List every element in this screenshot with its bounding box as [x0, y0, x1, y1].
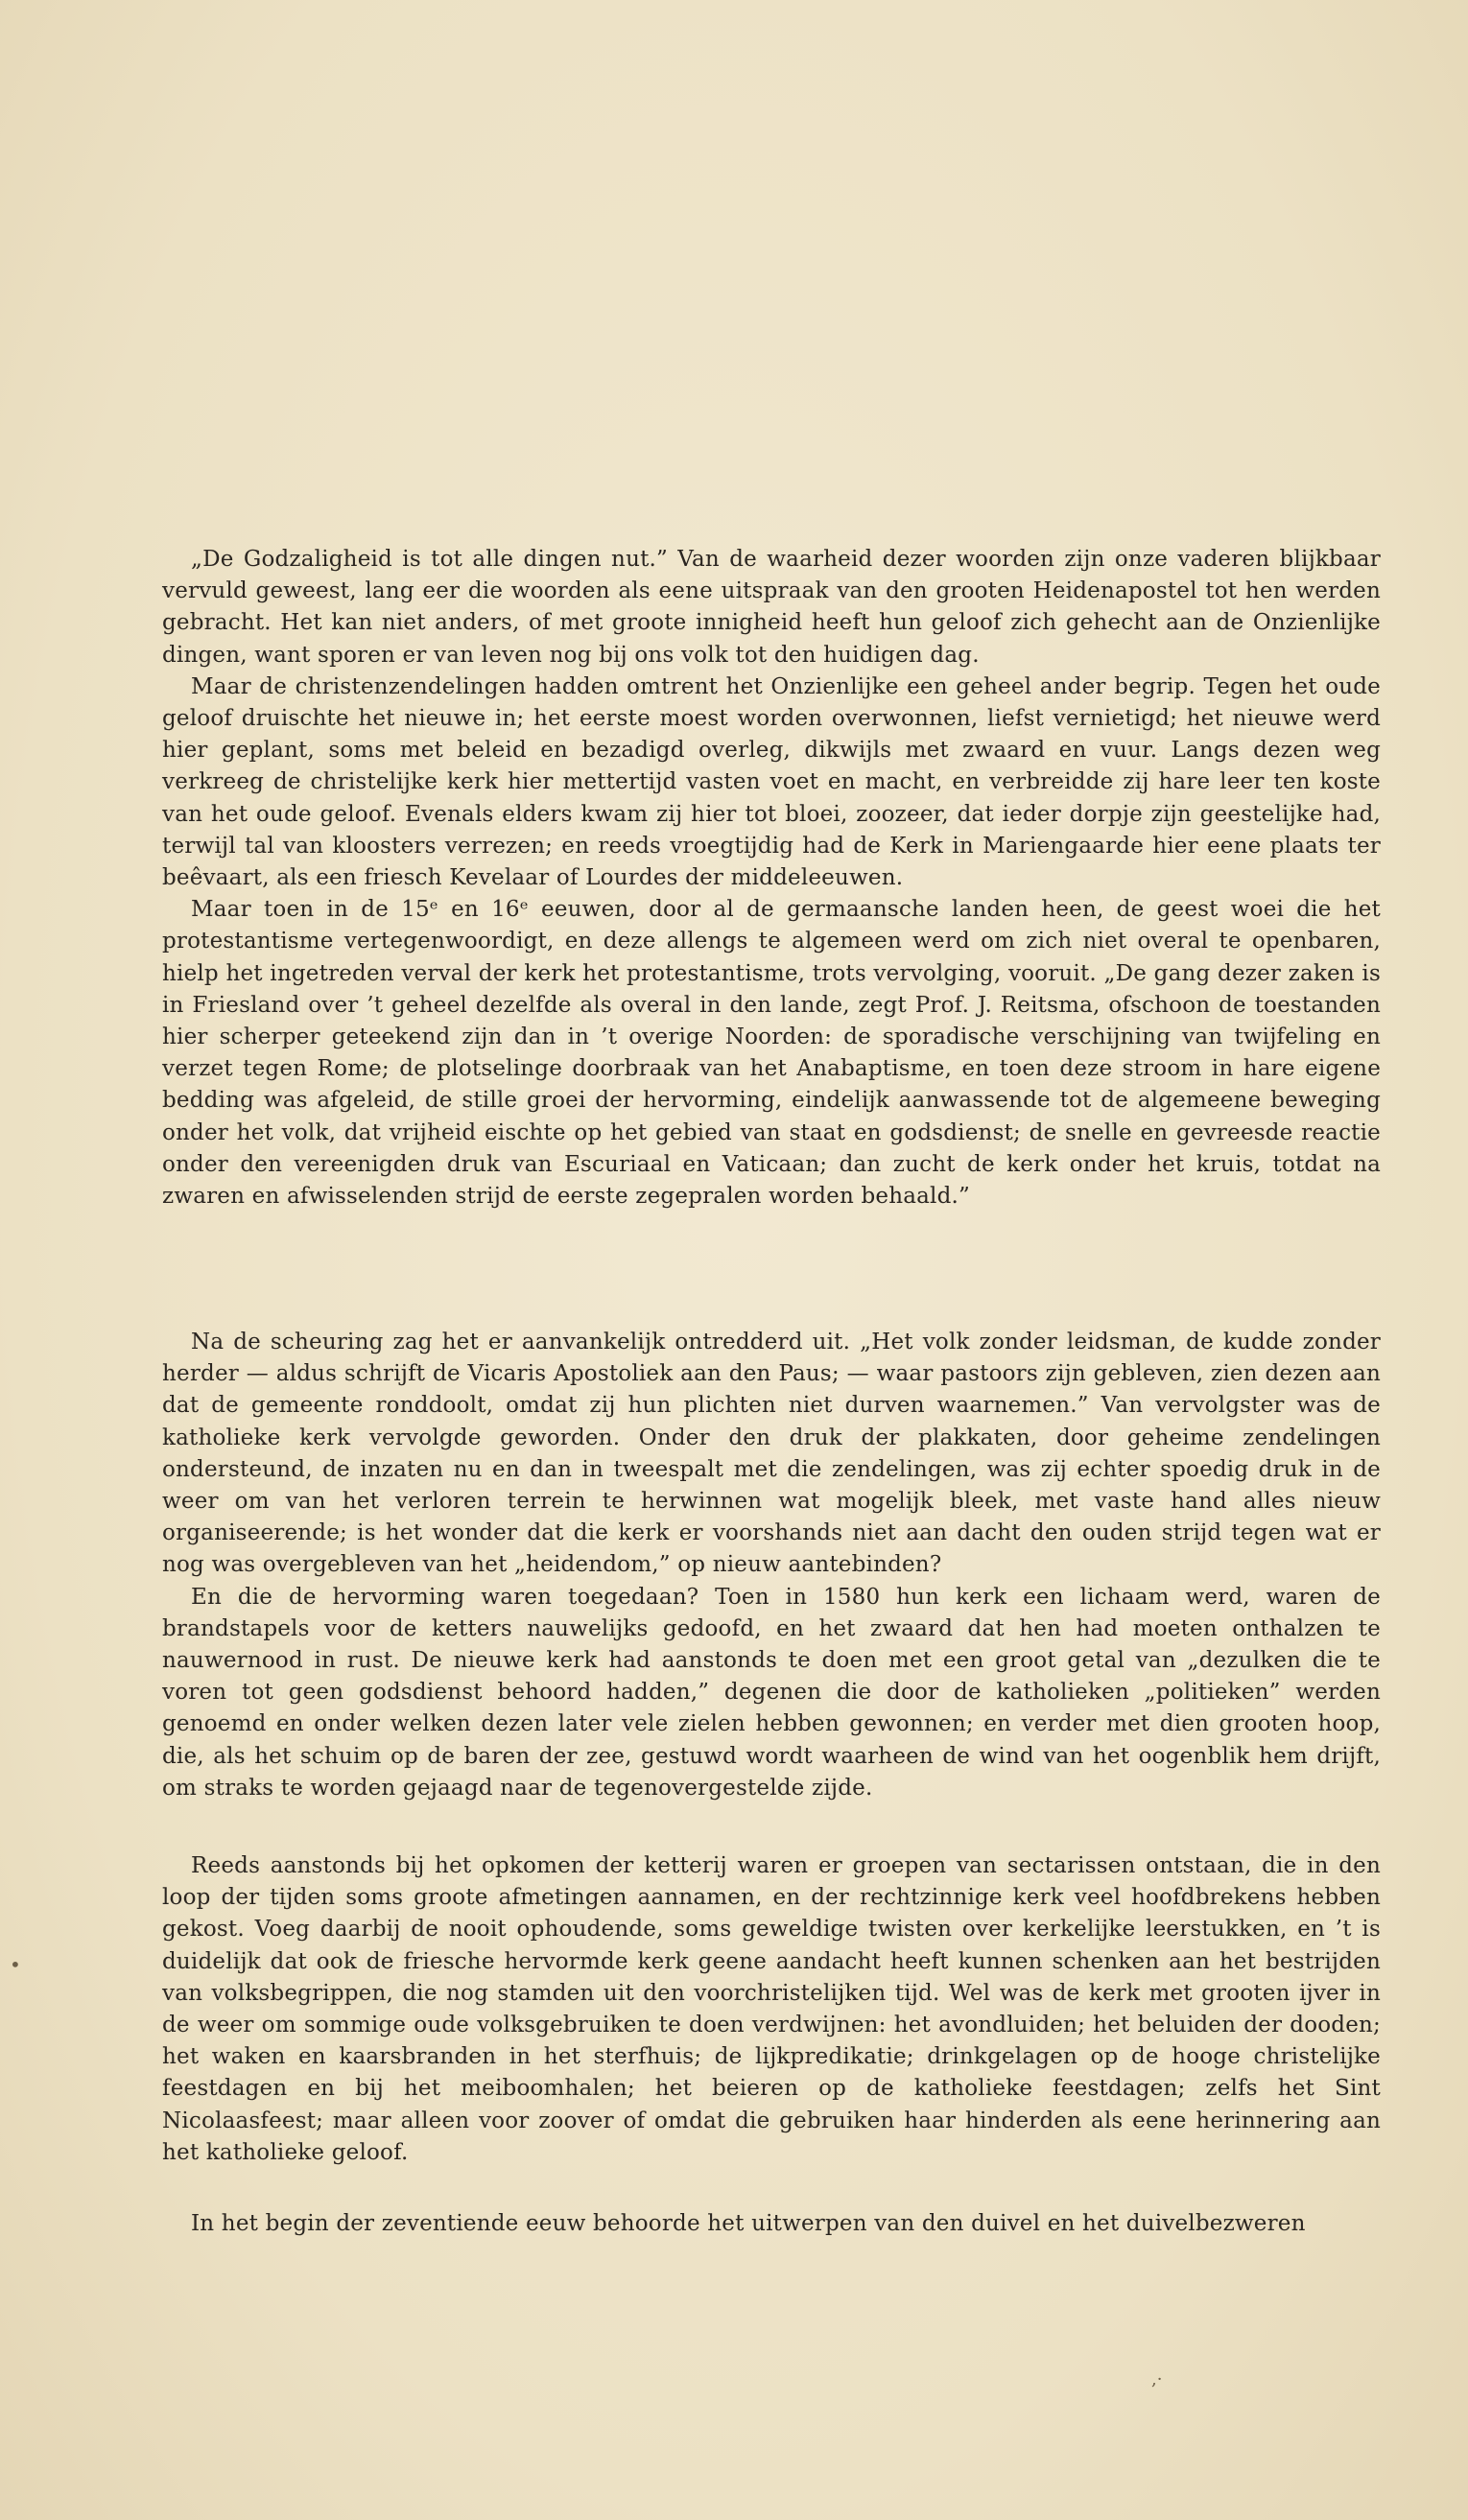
- paragraph: Maar de christenzendelingen hadden omtrent het Onzienlijke een geheel ander begrip. Tegen het oude geloof druischte het nieuwe in; het eerste moest worden overwonnen, liefst vernietigd; het nieuwe werd hier geplant, soms met beleid en bezadigd overleg, dikwijls met zwaard en vuur. Langs dezen weg verkreeg de christelijke kerk hier mettertijd vasten voet en macht, en verbreidde zij hare leer ten koste van het oude geloof. Evenals elders kwam zij hier tot bloei, zoozeer, dat ieder dorpje zijn geestelijke had, terwijl tal van kloosters verrezen; en reeds vroegtijdig had de Kerk in Mariengaarde hier eene plaats ter beêvaart, als een friesch Kevelaar of Lourdes der middeleeuwen.: [162, 673, 1381, 891]
- margin-dot: •: [10, 1953, 21, 1976]
- text-section-4: [162, 2208, 1381, 2240]
- paragraph: Reeds aanstonds bij het opkomen der ketterij waren er groepen van sectarissen ontstaan, die in den loop der tijden soms groote afmetingen aannamen, en der rechtzinnige kerk veel hoofdbrekens hebben gekost. Voeg daarbij de nooit ophoudende, soms geweldige twisten over kerkelijke leerstukken, en ’t is duidelijk dat ook de friesche hervormde kerk geene aandacht heeft kunnen schenken aan het bestrijden van volksbegrippen, die nog stamden uit den voorchristelijken tijd. Wel was de kerk met grooten ijver in de weer om sommige oude volksgebruiken te doen verdwijnen: het avondluiden; het beluiden der dooden; het waken en kaarsbranden in het sterfhuis; de lijkpredikatie; drinkgelagen op de hooge christelijke feestdagen en bij het meiboomhalen; het beieren op de katholieke feestdagen; zelfs het Sint Nicolaasfeest; maar alleen voor zoover of omdat die gebruiken haar hinderden als eene herinnering aan het katholieke geloof.: [162, 1853, 1381, 2165]
- paragraph: „De Godzaligheid is tot alle dingen nut.” Van de waarheid dezer woorden zijn onze vaderen blijkbaar vervuld geweest, lang eer die woorden als eene uitspraak van den grooten Heidenapostel tot hen werden gebracht. Het kan niet anders, of met groote innigheid heeft hun geloof zich gehecht aan de Onzienlijke dingen, want sporen er van leven nog bij ons volk tot den huidigen dag.: [162, 547, 1381, 668]
- paragraph: Na de scheuring zag het er aanvankelijk ontredderd uit. „Het volk zonder leidsman, de kudde zonder herder — aldus schrijft de Vicaris Apostoliek aan den Paus; — waar pastoors zijn gebleven, zien dezen aan dat de gemeente ronddoolt, omdat zij hun plichten niet durven waarnemen.” Van vervolgster was de katholieke kerk vervolgde geworden. Onder den druk der plakkaten, door geheime zendelingen ondersteund, de inzaten nu en dan in tweespalt met die zendelingen, was zij echter spoedig druk in de weer om van het verloren terrein te herwinnen wat mogelijk bleek, met vaste hand alles nieuw organiseerende; is het wonder dat die kerk er voorshands niet aan dacht den ouden strijd tegen wat er nog was overgebleven van het „heidendom,” op nieuw aantebinden?: [162, 1330, 1381, 1578]
- paragraph: En die de hervorming waren toegedaan? Toen in 1580 hun kerk een lichaam werd, waren de brandstapels voor de ketters nauwelijks gedoofd, en het zwaard dat hen had moeten onthalzen te nauwernood in rust. De nieuwe kerk had aanstonds te doen met een groot getal van „dezulken die te voren tot geen godsdienst behoord hadden,” degenen die door de katholieken „politieken” werden genoemd en onder welken dezen later vele zielen hebben gewonnen; en verder met dien grooten hoop, die, als het schuim op de baren der zee, gestuwd wordt waarheen de wind van het oogenblik hem drijft, om straks te worden gejaagd naar de tegenovergestelde zijde.: [162, 1584, 1381, 1801]
- paragraph: In het begin der zeventiende eeuw behoorde het uitwerpen van den duivel en het duivelbezweren: [191, 2211, 1306, 2236]
- paragraph: Maar toen in de 15ᵉ en 16ᵉ eeuwen, door al de germaansche landen heen, de geest woei die het protestantisme vertegenwoordigt, en deze allengs te algemeen werd om zich niet overal te openbaren, hielp het ingetreden verval der kerk het protestantisme, trots vervolging, vooruit. „De gang dezer zaken is in Friesland over ’t geheel dezelfde als overal in den lande, zegt Prof. J. Reitsma, ofschoon de toestanden hier scherper geteekend zijn dan in ’t overige Noorden: de sporadische verschijning van twijfeling en verzet tegen Rome; de plotselinge doorbraak van het Anabaptisme, en toen deze stroom in hare eigene bedding was afgeleid, de stille groei der hervorming, eindelijk aanwassende tot de algemeene beweging onder het volk, dat vrijheid eischte op het gebied van staat en godsdienst; de snelle en gevreesde reactie onder den vereenigden druk van Escuriaal en Vaticaan; dan zucht de kerk onder het kruis, totdat na zwaren en afwisselenden strijd de eerste zegepralen worden behaald.”: [162, 897, 1381, 1210]
- text-section-1: [162, 544, 1381, 1213]
- text-section-2: [162, 1327, 1381, 1804]
- margin-tick: ,·: [1151, 2369, 1163, 2390]
- text-section-3: [162, 1850, 1381, 2169]
